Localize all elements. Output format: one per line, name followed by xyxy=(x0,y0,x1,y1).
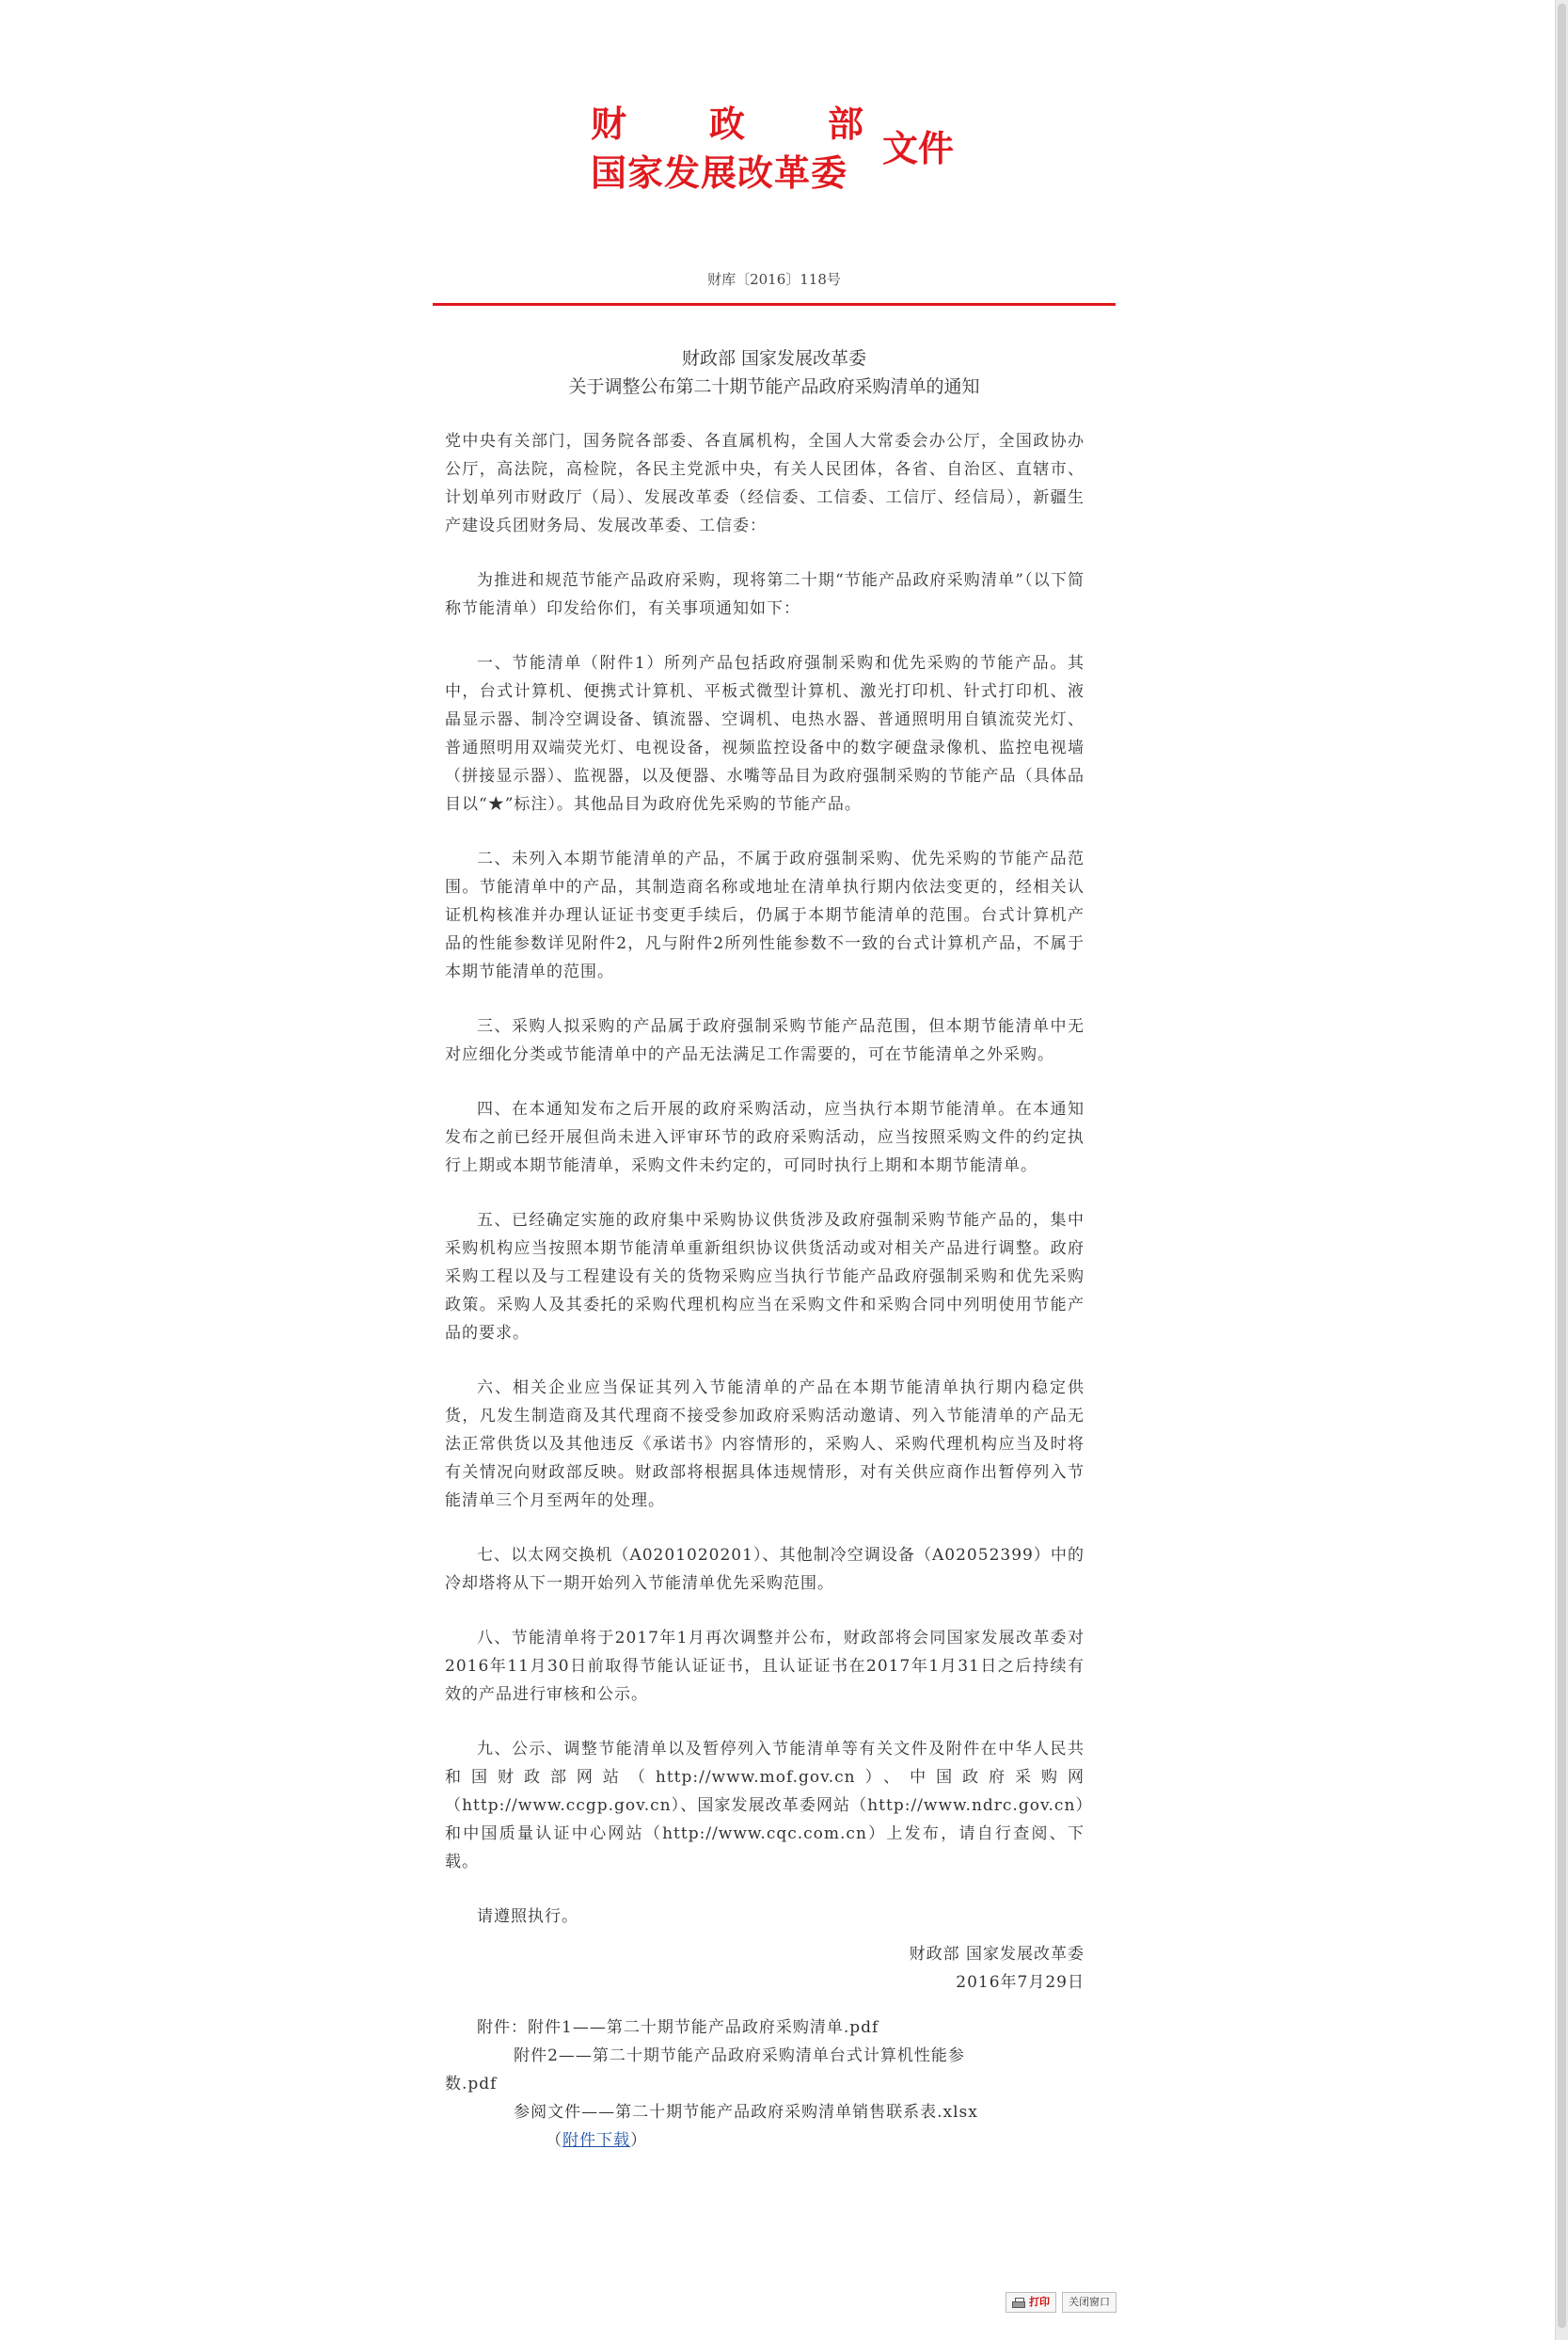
signature: 财政部 国家发展改革委 xyxy=(909,1945,1085,1964)
page-actions xyxy=(1006,2292,1117,2313)
attachments-label: 附件： xyxy=(477,2018,528,2037)
document-body xyxy=(445,427,1085,2155)
red-divider xyxy=(433,303,1116,306)
attachment-download-link[interactable]: 附件下载 xyxy=(562,2131,631,2150)
attachment-1 xyxy=(445,2014,1085,2042)
download-row xyxy=(445,2126,1085,2155)
paragraph-1: 一、节能清单（附件1）所列产品包括政府强制采购和优先采购的节能产品。其中，台式计算机、便携式计算机、平板式微型计算机、激光打印机、针式打印机、液晶显示器、制冷空调设备、镇流器、空调机、电热水器、普通照明用自镇流荧光灯、普通照明用双端荧光灯、电视设备，视频监控设备中的数字硬盘录像机、监控电视墙（拼接显示器）、监视器，以及便器、水嘴等品目为政府强制采购的节能产品（具体品目以“★”标注）。其他品目为政府优先采购的节能产品。 xyxy=(445,654,1085,814)
paragraph-9: 九、公示、调整节能清单以及暂停列入节能清单等有关文件及附件在中华人民共和国财政部网站（http://www.mof.gov.cn）、中国政府采购网（http://www.ccgp.gov.cn）、国家发展改革委网站（http://www.ndrc.gov.cn）和中国质量认证中心网站（http://www.cqc.com.cn）上发布，请自行查阅、下载。 xyxy=(445,1740,1085,1871)
header-org-ndrc: 国家发展改革委 xyxy=(591,151,848,194)
intro-paragraph: 为推进和规范节能产品政府采购，现将第二十期“节能产品政府采购清单”（以下简称节能清单）印发给你们，有关事项通知如下： xyxy=(445,571,1085,618)
header-char: 部 xyxy=(827,103,863,145)
page-title xyxy=(433,344,1116,401)
paragraph-5: 五、已经确定实施的政府集中采购协议供货涉及政府强制采购节能产品的，集中采购机构应当按照本期节能清单重新组织协议供货活动或对相关产品进行调整。政府采购工程以及与工程建设有关的货物采购应当执行节能产品政府强制采购和优先采购政策。采购人及其委托的采购代理机构应当在采购文件和采购合同中列明使用节能产品的要求。 xyxy=(445,1211,1085,1343)
paragraph-4: 四、在本通知发布之后开展的政府采购活动，应当执行本期节能清单。在本通知发布之前已经开展但尚未进入评审环节的政府采购活动，应当按照采购文件的约定执行上期或本期节能清单，采购文件未约定的，可同时执行上期和本期节能清单。 xyxy=(445,1100,1085,1175)
signature-date: 2016年7月29日 xyxy=(956,1973,1085,1992)
attachment-2-line-2: 数.pdf xyxy=(445,2075,498,2093)
closing-line: 请遵照执行。 xyxy=(477,1907,578,1926)
paragraph-7: 七、以太网交换机（A0201020201）、其他制冷空调设备（A02052399）中的冷却塔将从下一期开始列入节能清单优先采购范围。 xyxy=(445,1546,1085,1593)
download-paren-open: （ xyxy=(546,2131,563,2150)
title-line-1: 财政部 国家发展改革委 xyxy=(681,348,867,369)
header-char: 政 xyxy=(708,103,745,145)
close-window-button[interactable] xyxy=(1062,2292,1117,2313)
paragraph-6: 六、相关企业应当保证其列入节能清单的产品在本期节能清单执行期内稳定供货，凡发生制造商及其代理商不接受参加政府采购活动邀请、列入节能清单的产品无法正常供货以及其他违反《承诺书》内容情形的，采购人、采购代理机构应当及时将有关情况向财政部反映。财政部将根据具体违规情形，对有关供应商作出暂停列入节能清单三个月至两年的处理。 xyxy=(445,1378,1085,1510)
vertical-scrollbar[interactable] xyxy=(1556,0,1568,2340)
paragraph-3: 三、采购人拟采购的产品属于政府强制采购节能产品范围，但本期节能清单中无对应细化分类或节能清单中的产品无法满足工作需要的，可在节能清单之外采购。 xyxy=(445,1017,1085,1064)
reference-file: 参阅文件——第二十期节能产品政府采购清单销售联系表.xlsx xyxy=(514,2103,978,2122)
attachment-1-name: 附件1——第二十期节能产品政府采购清单.pdf xyxy=(528,2018,879,2037)
paragraph-8: 八、节能清单将于2017年1月再次调整并公布，财政部将会同国家发展改革委对2016年11月30日前取得节能认证证书，且认证证书在2017年1月31日之后持续有效的产品进行审核和公示。 xyxy=(445,1629,1085,1704)
attachments xyxy=(445,2014,1085,2155)
scrollbar-thumb[interactable] xyxy=(1558,4,1566,2328)
addressees: 党中央有关部门，国务院各部委、各直属机构，全国人大常委会办公厅，全国政协办公厅，高法院，高检院，各民主党派中央，有关人民团体，各省、自治区、直辖市、计划单列市财政厅（局）、发展改革委（经信委、工信委、工信厅、经信局），新疆生产建设兵团财务局、发展改革委、工信委： xyxy=(445,432,1085,535)
header-suffix: 文件 xyxy=(882,127,955,169)
document-number: 财库〔2016〕118号 xyxy=(707,271,841,288)
print-button-label: 打印 xyxy=(1029,2296,1050,2308)
title-line-2: 关于调整公布第二十期节能产品政府采购清单的通知 xyxy=(568,376,980,397)
header-org-ministry-of-finance xyxy=(591,102,863,147)
printer-icon xyxy=(1012,2298,1025,2308)
red-header xyxy=(591,102,986,205)
attachment-2-line-1: 附件2——第二十期节能产品政府采购清单台式计算机性能参 xyxy=(514,2046,965,2065)
header-char: 财 xyxy=(591,103,627,145)
download-paren-close: ） xyxy=(630,2131,648,2150)
print-button[interactable] xyxy=(1006,2292,1056,2313)
close-window-label: 关闭窗口 xyxy=(1069,2296,1110,2308)
paragraph-2: 二、未列入本期节能清单的产品，不属于政府强制采购、优先采购的节能产品范围。节能清单中的产品，其制造商名称或地址在清单执行期内依法变更的，经相关认证机构核准并办理认证证书变更手续后，仍属于本期节能清单的范围。台式计算机产品的性能参数详见附件2，凡与附件2所列性能参数不一致的台式计算机产品，不属于本期节能清单的范围。 xyxy=(445,850,1085,981)
